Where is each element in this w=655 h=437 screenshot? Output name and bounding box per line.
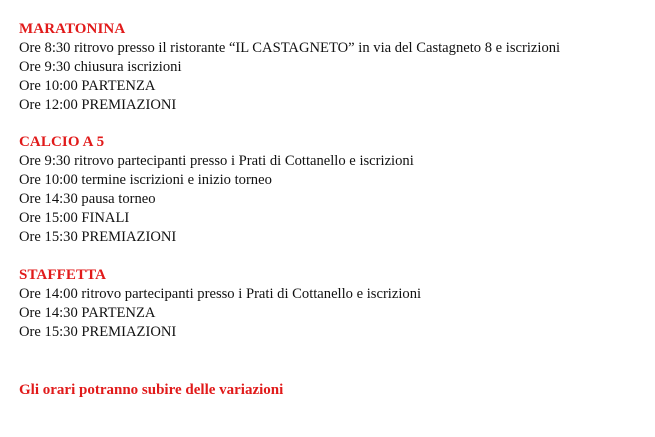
schedule-line: Ore 15:30 PREMIAZIONI bbox=[19, 324, 177, 340]
schedule-line: Ore 12:00 PREMIAZIONI bbox=[19, 97, 177, 113]
schedule-line: Ore 9:30 ritrovo partecipanti presso i Prati di Cottanello e iscrizioni bbox=[19, 153, 414, 169]
section-maratonina bbox=[19, 20, 560, 115]
schedule-line: Ore 10:00 PARTENZA bbox=[19, 78, 156, 94]
schedule-line: Ore 9:30 chiusura iscrizioni bbox=[19, 59, 182, 75]
section-heading: STAFFETTA bbox=[19, 267, 107, 283]
schedule-line: Ore 15:30 PREMIAZIONI bbox=[19, 229, 177, 245]
schedule-line: Ore 14:30 PARTENZA bbox=[19, 305, 156, 321]
schedule-change-notice: Gli orari potranno subire delle variazioni bbox=[19, 382, 284, 398]
schedule-line: Ore 15:00 FINALI bbox=[19, 210, 130, 226]
schedule-line: Ore 10:00 termine iscrizioni e inizio torneo bbox=[19, 172, 272, 188]
schedule-line: Ore 14:30 pausa torneo bbox=[19, 191, 156, 207]
section-calcio-a-5 bbox=[19, 133, 414, 247]
section-heading: MARATONINA bbox=[19, 21, 126, 37]
schedule-line: Ore 8:30 ritrovo presso il ristorante “IL CASTAGNETO” in via del Castagneto 8 e iscrizioni bbox=[19, 40, 561, 56]
schedule-line: Ore 14:00 ritrovo partecipanti presso i Prati di Cottanello e iscrizioni bbox=[19, 286, 422, 302]
section-heading: CALCIO A 5 bbox=[19, 134, 105, 150]
section-staffetta bbox=[19, 266, 421, 342]
